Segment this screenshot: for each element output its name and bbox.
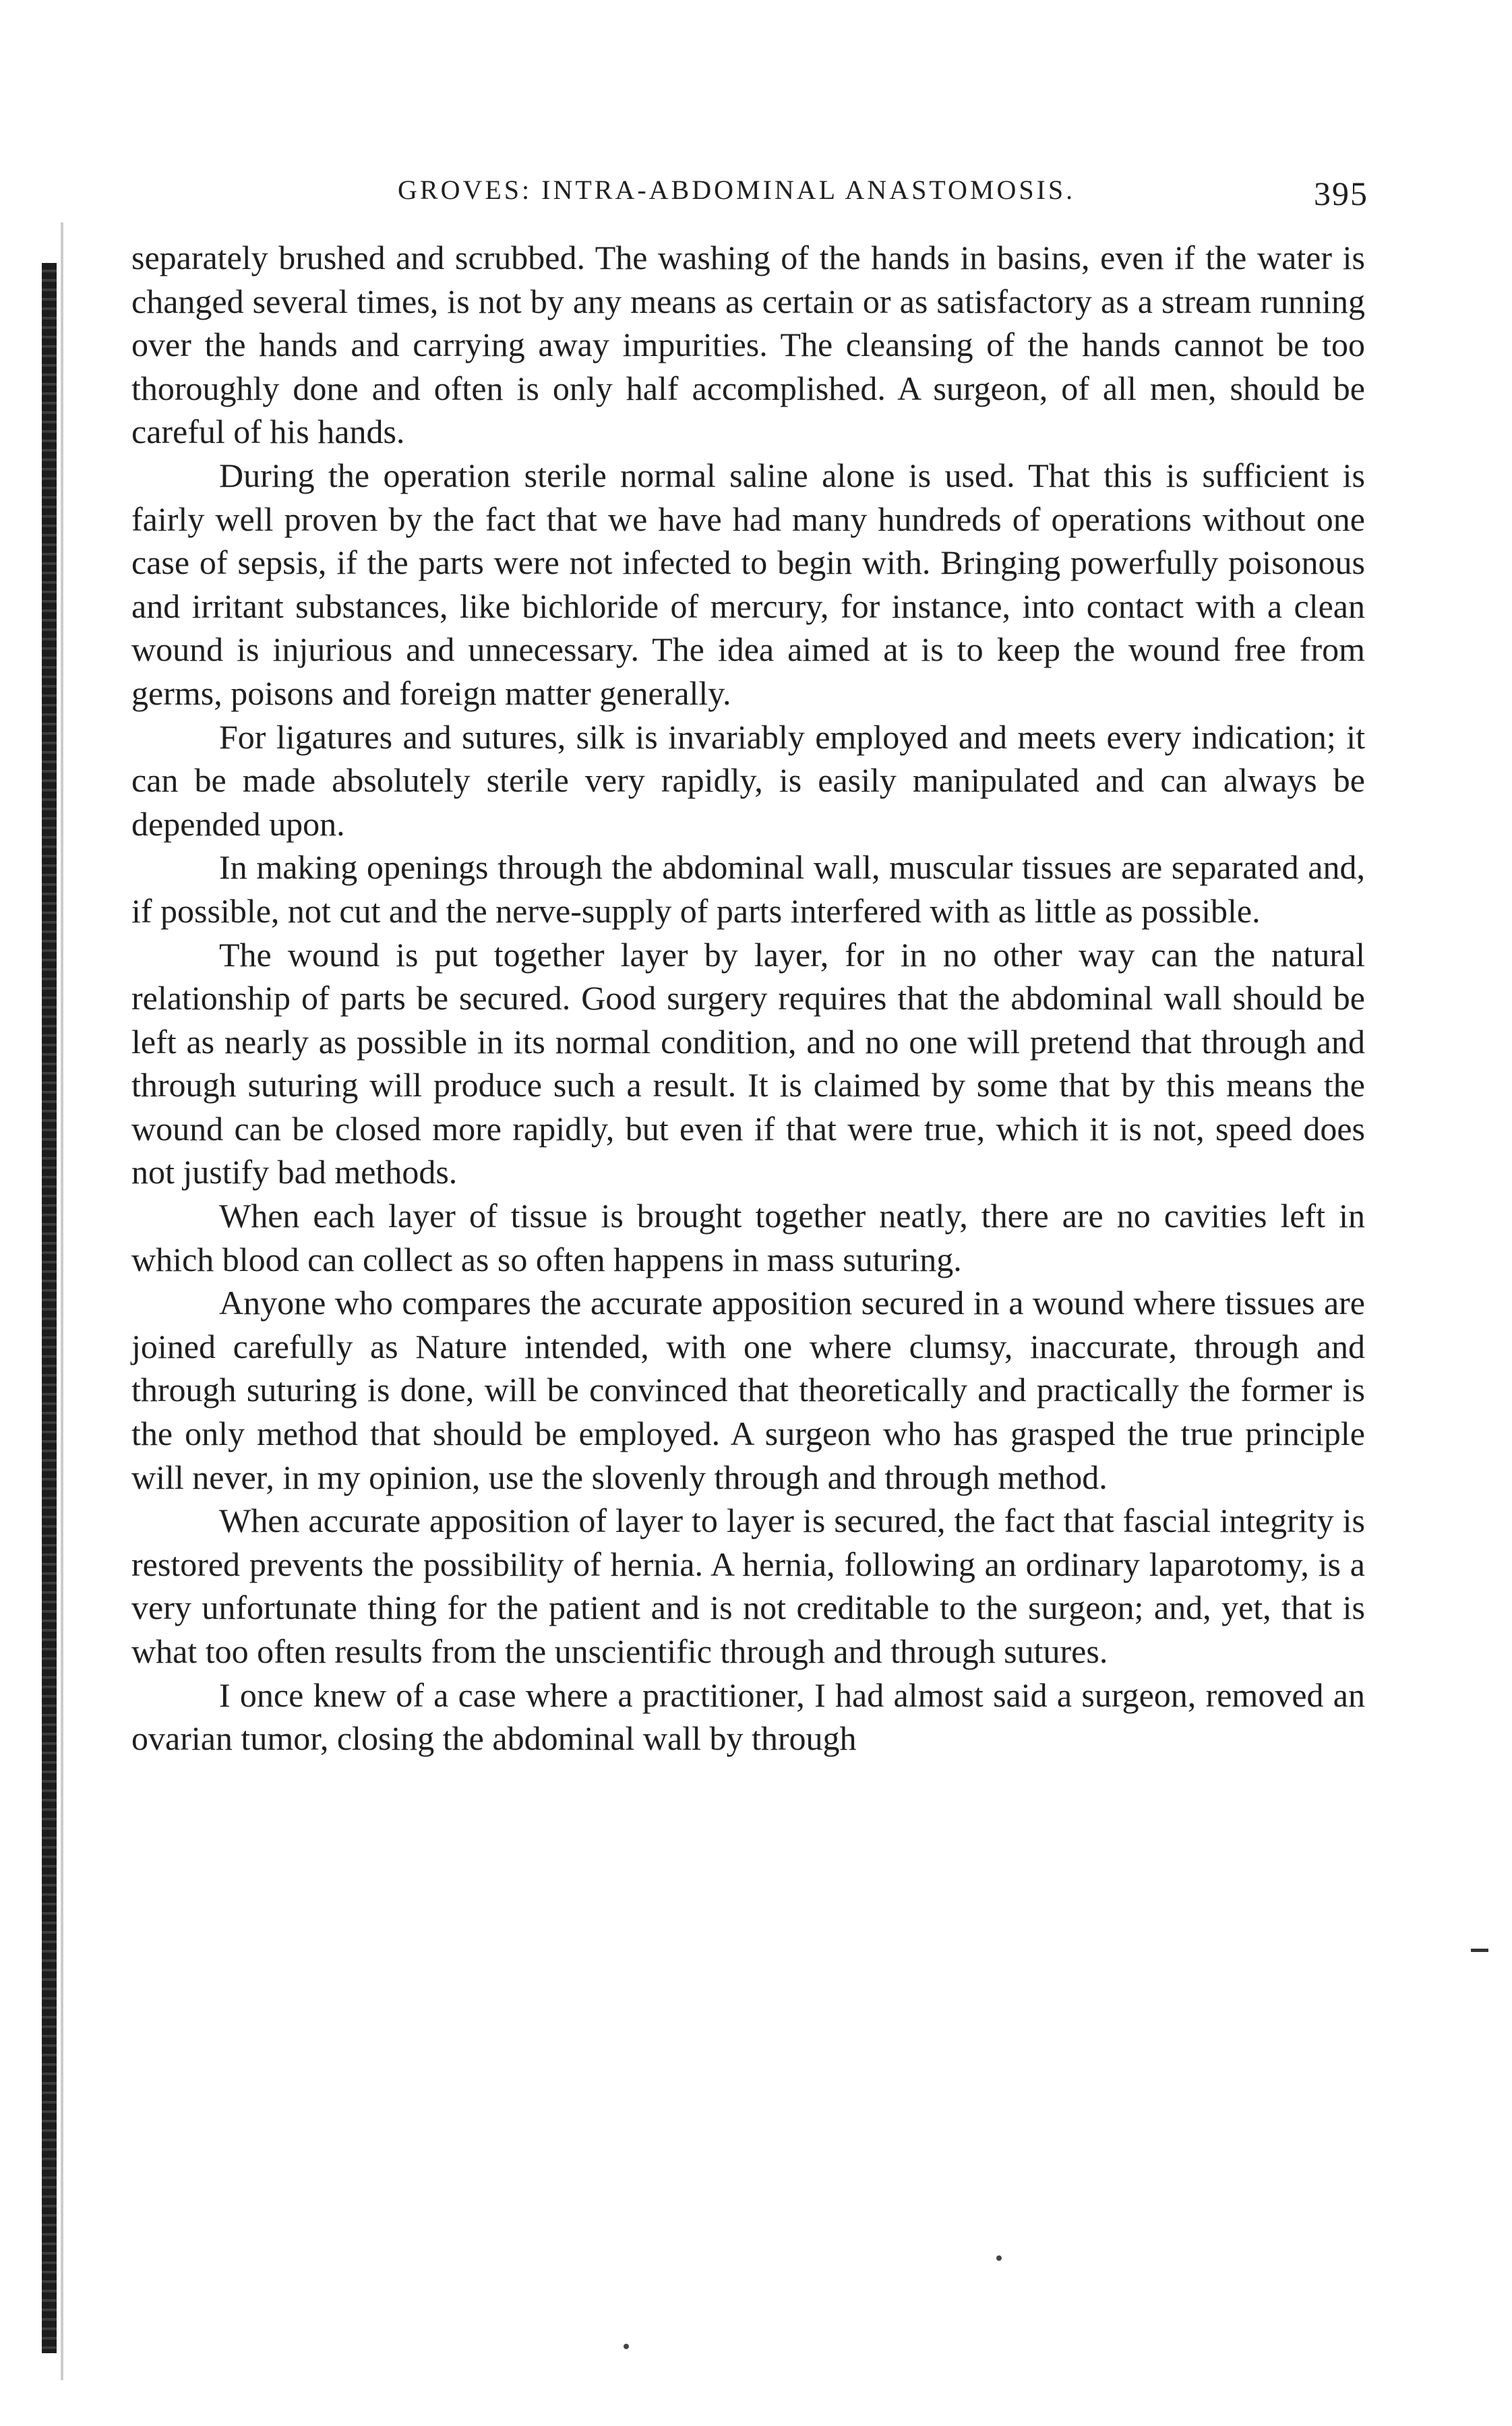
scan-speck	[624, 2344, 629, 2349]
paragraph-5: The wound is put together layer by layer, for in no other way can the natural relationship of parts be secured. Good surgery requires that the abdominal wall should be left as nearly as possible in its normal condition, and no one will pretend that through and through suturing will produce such a result. It is claimed by some that by this means the wound can be closed more rapidly, but even if that were true, which it is not, speed does not justify bad methods.	[131, 935, 1365, 1191]
paragraph-2: During the operation sterile normal saline alone is used. That this is sufficient is fairly well proven by the fact that we have had many hundreds of operations without one case of sepsis, if the parts were not infected to begin with. Bringing powerfully poisonous and irritant substances, like bichloride of mercury, for instance, into contact with a clean wound is injurious and unnecessary. The idea aimed at is to keep the wound free from germs, poisons and foreign matter generally.	[131, 456, 1365, 712]
paragraph-6: When each layer of tissue is brought together neatly, there are no cavities left in which blood can collect as so often happens in mass suturing.	[131, 1197, 1365, 1278]
scan-speck	[996, 2255, 1002, 2261]
margin-mark	[1471, 1949, 1488, 1952]
page-number: 395	[1314, 175, 1368, 212]
binding-shadow	[61, 223, 63, 2380]
paragraph-1: separately brushed and scrubbed. The washing of the hands in basins, even if the water is changed several times, is not by any means as certain or as satisfactory as a stream running over the hands and carrying away impurities. The cleansing of the hands cannot be too thoroughly done and often is only half accomplished. A surgeon, of all men, should be careful of his hands.	[131, 239, 1365, 451]
paragraph-4: In making openings through the abdominal wall, muscular tissues are separated and, if possible, not cut and the nerve-supply of parts interfered with as little as possible.	[131, 848, 1365, 930]
paragraph-9: I once knew of a case where a practitioner, I had almost said a surgeon, removed an ovarian tumor, closing the abdominal wall by through	[131, 1676, 1365, 1758]
running-head-title: GROVES: INTRA-ABDOMINAL ANASTOMOSIS.	[398, 175, 1076, 205]
paragraph-8: When accurate apposition of layer to layer is secured, the fact that fascial integrity is restored prevents the possibility of hernia. A hernia, following an ordinary laparotomy, is a very unfortunate thing for the patient and is not creditable to the surgeon; and, yet, that is what too often results from the unscientific through and through sutures.	[131, 1502, 1365, 1670]
paragraph-7: Anyone who compares the accurate apposition secured in a wound where tissues are joined carefully as Nature intended, with one where clumsy, inaccurate, through and through suturing is done, will be convinced that theoretically and practically the former is the only method that should be employed. A surgeon who has grasped the true principle will never, in my opinion, use the slovenly through and through method.	[131, 1284, 1365, 1496]
body-text	[131, 236, 1365, 1761]
binding-edge	[42, 263, 57, 2353]
paragraph-3: For ligatures and sutures, silk is invariably employed and meets every indication; it can be made absolutely sterile very rapidly, is easily manipulated and can always be depended upon.	[131, 717, 1365, 843]
running-head	[398, 174, 1409, 214]
